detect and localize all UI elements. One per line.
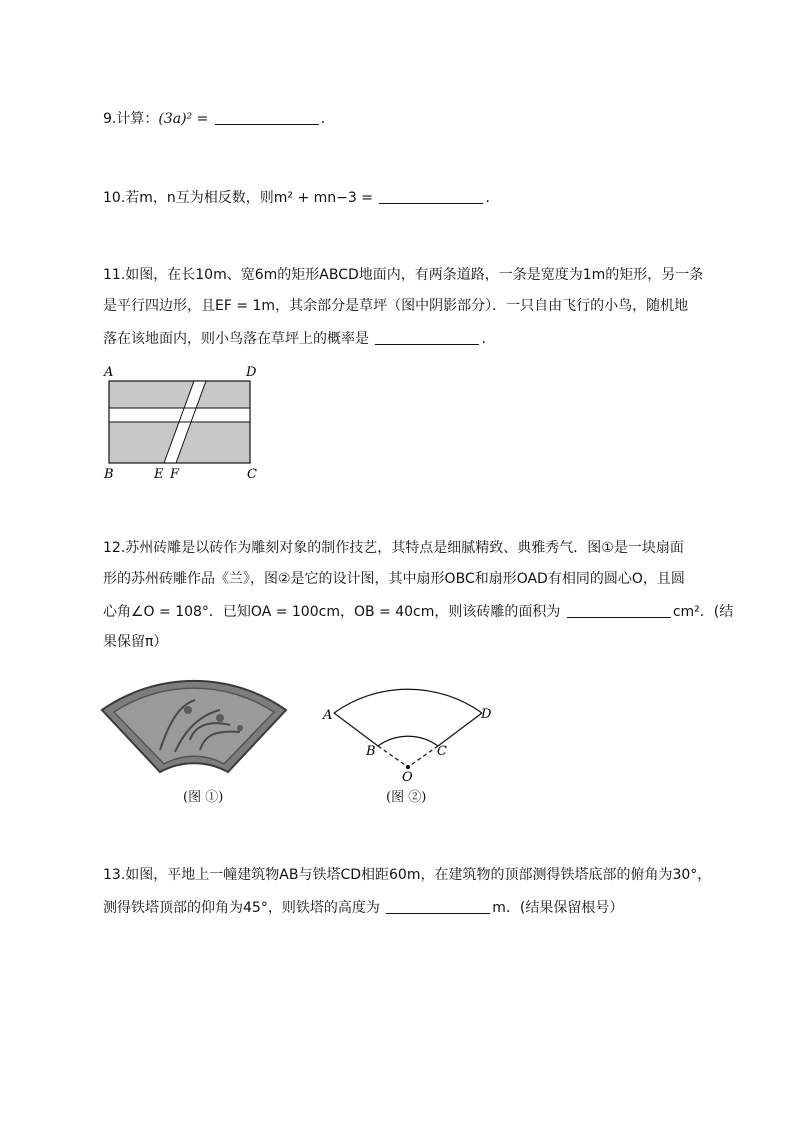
fig1-caption: (图 ①) [183, 790, 224, 805]
q12-unit: cm²．(结 [672, 604, 734, 620]
q12-line-3 [103, 601, 733, 622]
label-D: D [246, 365, 257, 380]
segment-AB [334, 713, 378, 746]
center-point-O [406, 765, 410, 769]
flower-2 [216, 714, 224, 722]
q13-answer-blank[interactable] [386, 897, 490, 914]
label-C: C [247, 467, 257, 482]
q9-expression: (3a)² = [158, 111, 209, 127]
q11-line-1: 11.如图，在长10m、宽6m的矩形ABCD地面内，有两条道路，一条是宽度为1m的矩形，另一条 [103, 267, 704, 283]
q9-prefix: 9.计算： [103, 111, 159, 127]
q11-rectangle-figure [100, 362, 270, 484]
q11-line-3-text: 落在该地面内，则小鸟落在草坪上的概率是 [103, 331, 369, 347]
fig2-caption: (图 ②) [386, 790, 427, 805]
q12-answer-blank[interactable] [567, 601, 671, 618]
q10-answer-blank[interactable] [379, 187, 483, 204]
q12-line-2: 形的苏州砖雕作品《兰》，图②是它的设计图，其中扇形OBC和扇形OAD有相同的圆心O，且圆 [103, 571, 685, 587]
label-B: B [366, 744, 376, 759]
label-D: D [481, 707, 492, 722]
label-F: F [170, 467, 180, 482]
label-C: C [437, 744, 447, 759]
segment-DC [438, 713, 482, 746]
arc-BC [378, 736, 438, 746]
q13-line-1: 13.如图，平地上一幢建筑物AB与铁塔CD相距60m，在建筑物的顶部测得铁塔底部的俯角为30°， [103, 867, 712, 883]
q9-end: . [320, 111, 326, 127]
arc-AD [334, 689, 482, 713]
q11-end: . [481, 331, 486, 347]
label-O: O [402, 770, 413, 785]
question-9 [103, 108, 325, 129]
q11-answer-blank[interactable] [375, 328, 479, 345]
q13-line-2-text: 测得铁塔顶部的仰角为45°，则铁塔的高度为 [103, 900, 380, 916]
q9-answer-blank[interactable] [215, 108, 319, 125]
q12-line-4: 果保留π） [103, 634, 168, 650]
label-B: B [104, 467, 114, 482]
flower-1 [184, 706, 192, 714]
q12-line-1: 12.苏州砖雕是以砖作为雕刻对象的制作技艺，其特点是细腻精致、典雅秀气．图①是一块扇面 [103, 540, 684, 556]
q10-end: . [485, 190, 490, 206]
label-A: A [323, 708, 333, 723]
label-A: A [104, 365, 114, 380]
question-10 [103, 187, 490, 208]
segment-BO-dashed [378, 746, 408, 767]
q13-line-2-end: m．(结果保留根号） [492, 900, 624, 916]
q11-line-2: 是平行四边形，且EF = 1m，其余部分是草坪（图中阴影部分）．一只自由飞行的小鸟，随机地 [103, 298, 689, 314]
q13-line-2 [103, 897, 623, 918]
q12-line-3-text: 心角∠O = 108°．已知OA = 100cm，OB = 40cm，则该砖雕的面积为 [103, 604, 561, 620]
flower-3 [237, 725, 243, 731]
q11-line-3 [103, 328, 486, 349]
label-E: E [154, 467, 164, 482]
segment-CO-dashed [408, 746, 438, 767]
q12-sector-diagram [318, 660, 508, 785]
q12-brick-carving-image [100, 670, 290, 780]
q10-text: 10.若m，n互为相反数，则m² + mn−3 = [103, 190, 373, 206]
